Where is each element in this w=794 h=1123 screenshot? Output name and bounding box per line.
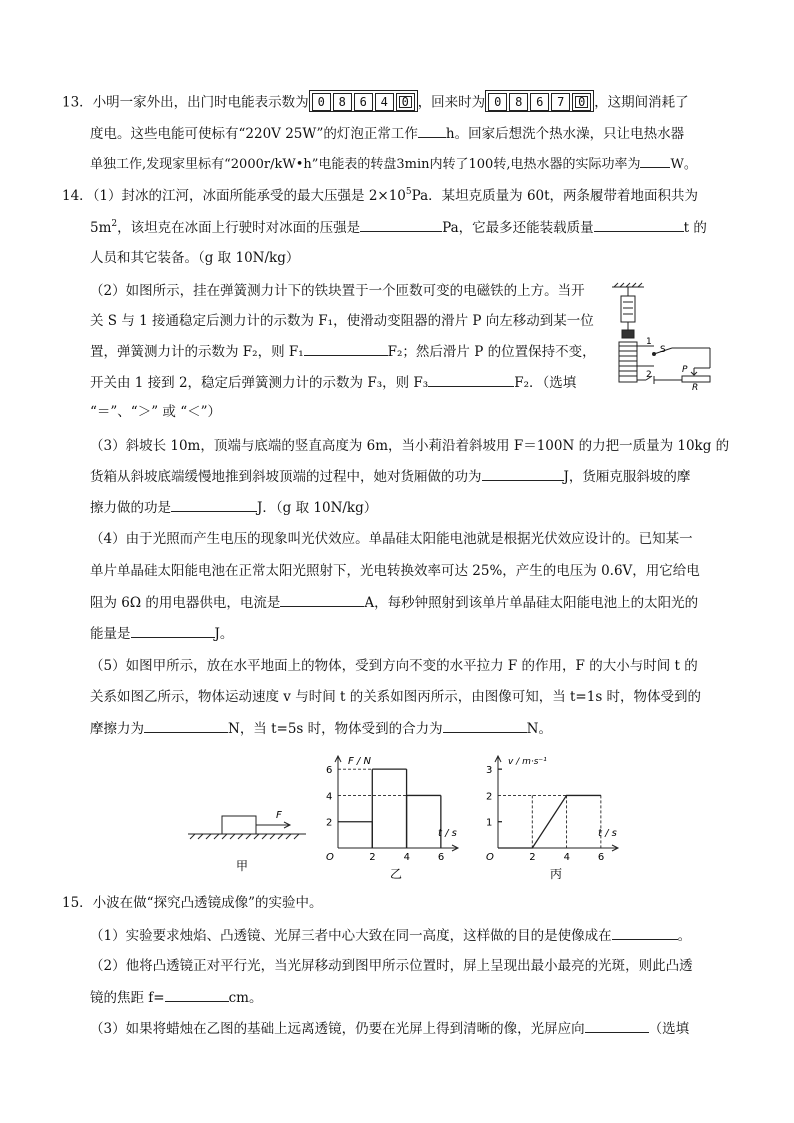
answer-blank[interactable] [165, 987, 229, 1002]
answer-blank[interactable] [640, 153, 670, 168]
x-axis-label: t / s [438, 828, 457, 839]
q14-p5-line2: 关系如图乙所示，物体运动速度 v 与时间 t 的关系如图丙所示，由图像可知，当 t=1s 时，物体受到的 [90, 689, 702, 705]
origin-label: O [326, 852, 334, 863]
x-axis-label: t / s [598, 828, 617, 839]
answer-blank[interactable] [171, 497, 257, 512]
block [222, 816, 256, 834]
chart-caption: 乙 [390, 867, 403, 881]
q13-line1: 13．小明一家外出，出门时电能表示数为 0 8 6 4 0 ，回来时为 0 8 6 7 0 ，这期间消耗了 [62, 92, 689, 114]
q14-p1-line1: 14．（1）封冰的江河，冰面所能承受的最大压强是 $2\times 10^5Pa$．某坦克质量为 60t，两条履带着地面积共为 [62, 187, 699, 204]
q15-p2-line1: （2）他将凸透镜正对平行光，当光屏移动到图甲所示位置时，屏上呈现出最小最亮的光斑，则此凸透 [90, 958, 693, 974]
velocity-line [498, 795, 601, 848]
x-tick-label: 4 [563, 852, 570, 863]
answer-blank[interactable] [443, 718, 527, 733]
y-tick-label: 3 [486, 765, 493, 777]
x-tick-label: 2 [529, 852, 536, 863]
q14-p4-line1: （4）由于光照而产生电压的现象叫光伏效应。单晶硅太阳能电池就是根据光伏效应设计的。已知某一 [90, 531, 693, 547]
q14-p5-line3: 摩擦力为 N，当 t=5s 时，物体受到的合力为 N。 [90, 718, 552, 739]
electromagnet-circuit-figure [602, 282, 720, 390]
meter-reading-after [485, 90, 594, 112]
x-tick-label: 6 [437, 852, 445, 863]
x-tick-label: 2 [369, 852, 376, 863]
y-tick-label: 6 [326, 765, 333, 777]
answer-blank[interactable] [585, 1018, 649, 1033]
y-tick-label: 1 [486, 817, 493, 829]
q14-p3-line1: （3）斜坡长 10m，顶端与底端的竖直高度为 6m，当小莉沿着斜坡用 F＝100N 的力把一质量为 10kg 的 [90, 438, 730, 454]
y-axis-label: F / N [348, 756, 371, 767]
q15-title: 15．小波在做“探究凸透镜成像”的实验中。 [62, 895, 323, 911]
q14-p4-line3: 阻为 6Ω 的用电器供电，电流是 A，每秒钟照射到该单片单晶硅太阳能电池上的太阳光的 [90, 592, 698, 613]
answer-blank[interactable] [418, 123, 446, 138]
q13-line3: 单独工作,发现家里标有“2000r/kW•h”电能表的转盘3min内转了100转,电热水器的实际功率为 W。 [90, 153, 697, 175]
y-axis-label: v / m·s⁻¹ [508, 757, 547, 767]
svg-text:1: 1 [646, 337, 652, 347]
answer-blank[interactable] [280, 592, 364, 607]
q15-p3: （3）如果将蜡烛在乙图的基础上远离透镜，仍要在光屏上得到清晰的像，光屏应向 （选填 [90, 1018, 689, 1039]
digit: 0 [312, 93, 331, 111]
q14-p4-line2: 单片单晶硅太阳能电池在正常太阳光照射下，光电转换效率可达 25%，产生的电压为 0.6V，用它给电 [90, 563, 700, 579]
svg-text:S: S [660, 345, 666, 355]
x-tick-label: 4 [403, 852, 410, 863]
sliding-rheostat [682, 376, 710, 382]
q15-p2-line2: 镜的焦距 f= cm。 [90, 987, 262, 1008]
digit: 7 [551, 93, 570, 111]
q14-p2-line1: （2）如图所示，挂在弹簧测力计下的铁块置于一个匝数可变的电磁铁的上方。当开 [90, 283, 585, 299]
digit: 8 [509, 93, 528, 111]
answer-blank[interactable] [612, 925, 678, 940]
meter-reading-before [309, 90, 418, 112]
origin-label: O [486, 852, 494, 863]
chart-yi-force-time [318, 752, 468, 882]
q14-p2-line2: 关 S 与 1 接通稳定后测力计的示数为 F₁，使滑动变阻器的滑片 P 向左移动到某一位 [90, 313, 594, 329]
digit: 8 [333, 93, 352, 111]
digit: 0 [572, 93, 591, 111]
q14-p2-line3: 置，弹簧测力计的示数为 F₂，则 F₁ F₂；然后滑片 P 的位置保持不变， [90, 341, 596, 362]
answer-blank[interactable] [144, 718, 228, 733]
q13-line2: 度电。这些电能可使标有“220V 25W”的灯泡正常工作 h。回家后想洗个热水澡，只让电热水器 [90, 123, 684, 144]
answer-blank[interactable] [304, 341, 388, 356]
x-tick-label: 6 [597, 852, 605, 863]
answer-blank[interactable] [360, 217, 442, 232]
digit: 6 [530, 93, 549, 111]
q14-p3-line2: 货箱从斜坡底端缓慢地推到斜坡顶端的过程中，她对货厢做的功为 J，货厢克服斜坡的摩 [90, 466, 690, 487]
iron-block [622, 330, 634, 338]
figure-jia [186, 790, 310, 880]
q14-p2-line4: 开关由 1 接到 2，稳定后弹簧测力计的示数为 F₃，则 F₃ F₂．（选填 [90, 372, 576, 393]
q14-p2-line5: “＝”、“＞” 或 “＜”） [90, 404, 221, 420]
q14-p5-line1: （5）如图甲所示，放在水平地面上的物体，受到方向不变的水平拉力 F 的作用，F 的大小与时间 t 的 [90, 658, 698, 674]
svg-text:F: F [276, 810, 282, 821]
digit: 0 [396, 93, 415, 111]
digit: 4 [375, 93, 394, 111]
y-tick-label: 4 [326, 791, 333, 803]
q14-p1-line3: 人员和其它装备。（g 取 10N/kg） [90, 250, 300, 266]
digit: 0 [488, 93, 507, 111]
q14-p1-line2: $5m^2$，该坦克在冰面上行驶时对冰面的压强是 Pa，它最多还能装载质量 t 的 [90, 219, 707, 236]
y-tick-label: 2 [326, 817, 333, 829]
digit: 6 [354, 93, 373, 111]
svg-text:2: 2 [646, 370, 652, 380]
q15-p1: （1）实验要求烛焰、凸透镜、光屏三者中心大致在同一高度，这样做的目的是使像成在 。 [90, 925, 691, 946]
answer-blank[interactable] [131, 623, 215, 638]
answer-blank[interactable] [428, 372, 514, 387]
chart-caption: 丙 [550, 867, 563, 881]
spring-scale [621, 296, 635, 322]
chart-bing-velocity-time [478, 752, 628, 882]
y-tick-label: 2 [486, 791, 493, 803]
svg-text:R: R [692, 383, 699, 390]
answer-blank[interactable] [594, 217, 684, 232]
q14-p3-line3: 擦力做的功是 J．（g 取 10N/kg） [90, 497, 377, 518]
answer-blank[interactable] [482, 466, 564, 481]
q14-p4-line4: 能量是 J。 [90, 623, 233, 644]
svg-text:P: P [682, 365, 688, 375]
svg-text:甲: 甲 [236, 859, 249, 873]
